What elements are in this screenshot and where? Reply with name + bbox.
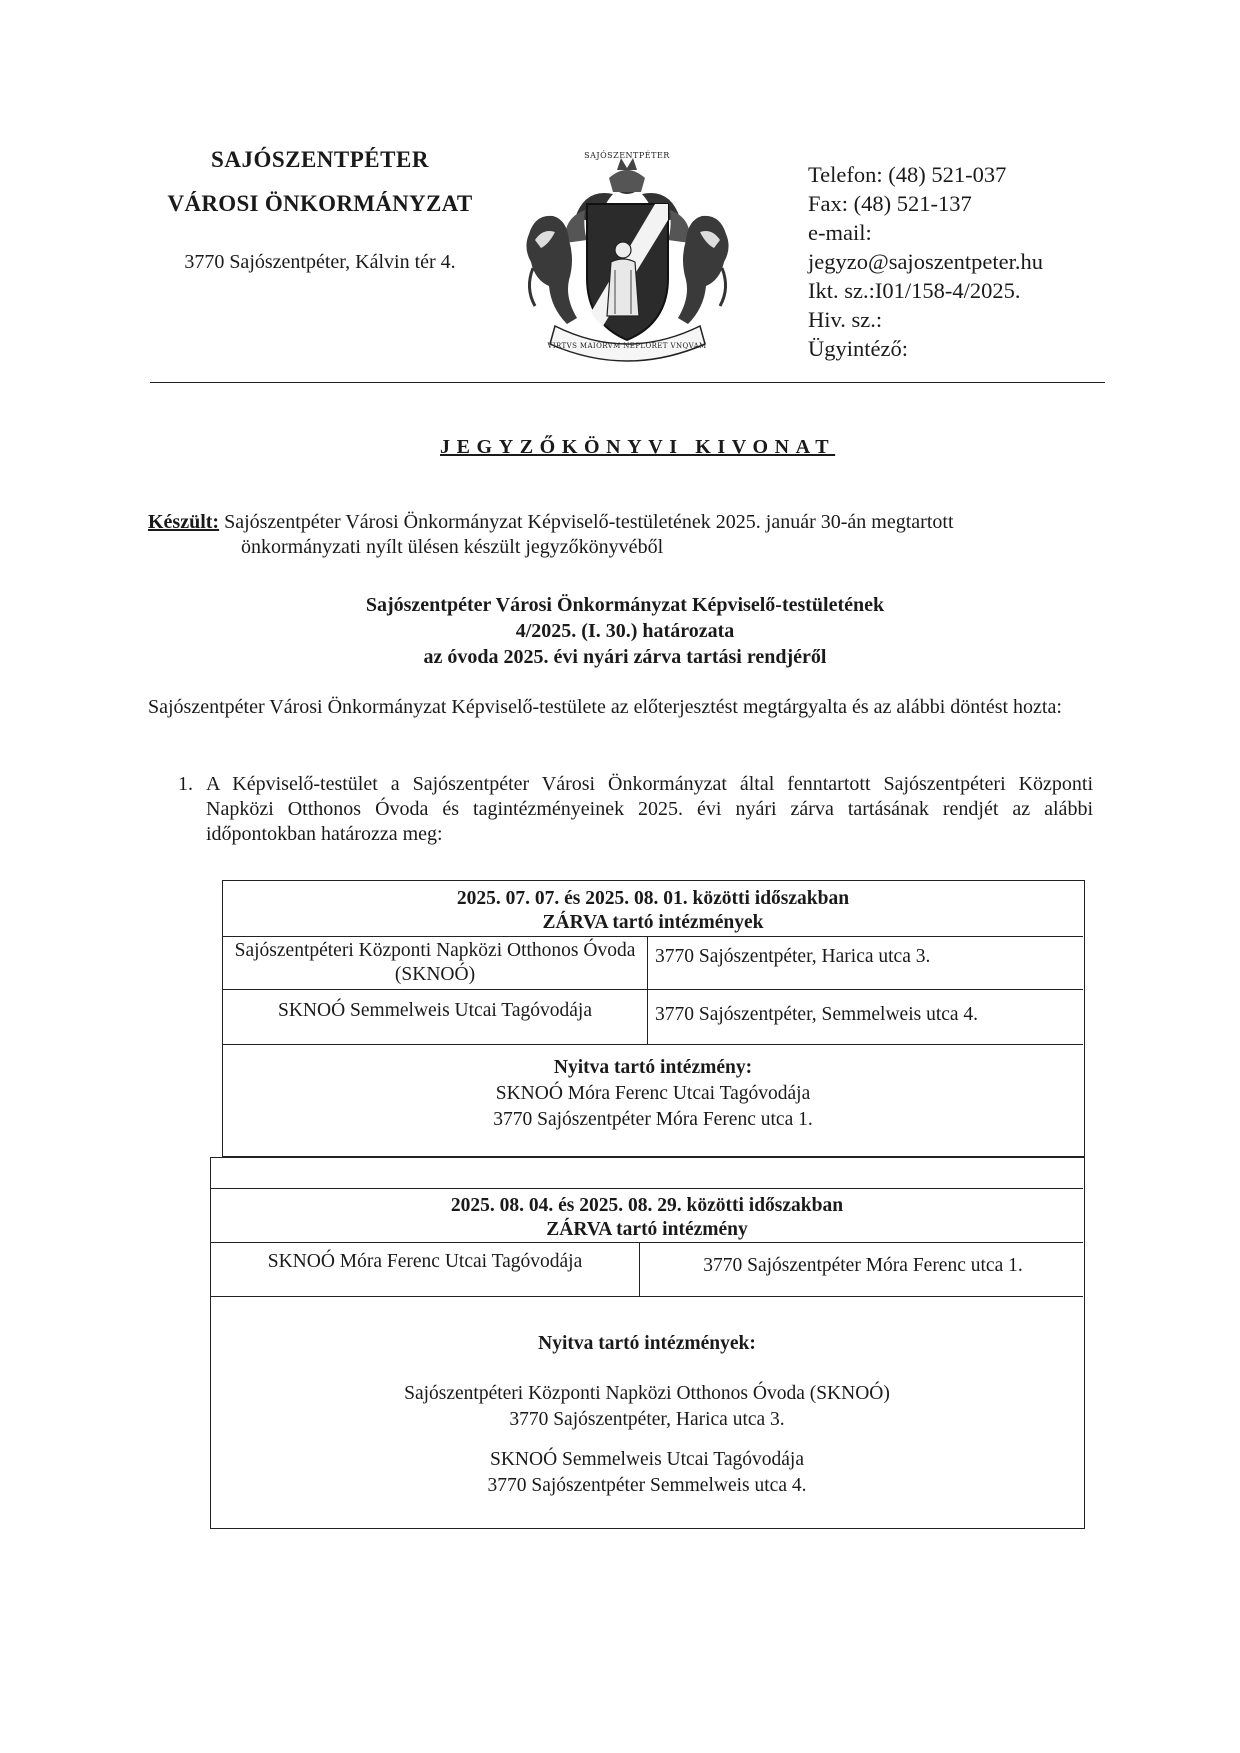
made-text-line2: önkormányzati nyílt ülésen készült jegyzőkönyvéből: [241, 536, 664, 558]
period1-heading-line1: 2025. 07. 07. és 2025. 08. 01. közötti időszakban: [456, 888, 850, 909]
period1-heading-line2: ZÁRVA tartó intézmények: [542, 912, 764, 933]
period2-open-line1: Sajószentpéteri Központi Napközi Otthonos Óvoda (SKNOÓ): [404, 1383, 890, 1404]
period1-closed-address-1: 3770 Sajószentpéter, Harica utca 3.: [655, 946, 931, 967]
period2-open-line2: 3770 Sajószentpéter, Harica utca 3.: [509, 1409, 785, 1430]
file-number: Ikt. sz.:I01/158-4/2025.: [808, 278, 1021, 303]
org-block: [140, 145, 500, 274]
schedule-table-period2: [210, 1157, 1085, 1529]
period1-open-heading: Nyitva tartó intézmény:: [553, 1057, 753, 1078]
phone-line: Telefon: (48) 521-037: [808, 162, 1007, 187]
made-paragraph: [148, 510, 1098, 560]
reference-number: Hiv. sz.:: [808, 307, 883, 332]
list-item-text: A Képviselő-testület a Sajószentpéter Városi Önkormányzat által fenntartott Sajószentpéteri Központi Napközi Otthonos Óvoda és tagintézményeinek 2025. évi nyári zárva tartásának rendjét az alábbi időpontokban határozza meg:: [206, 773, 1093, 845]
intro-paragraph: Sajószentpéter Városi Önkormányzat Képviselő-testülete az előterjesztést megtárgyalta és az alábbi döntést hozta:: [148, 696, 1062, 718]
coat-of-arms-seal: [505, 148, 750, 366]
made-text-line1: Sajószentpéter Városi Önkormányzat Képviselő-testületének 2025. január 30-án megtartott: [224, 511, 954, 533]
period2-heading-line1: 2025. 08. 04. és 2025. 08. 29. közötti időszakban: [450, 1195, 844, 1216]
resolution-title-line3: az óvoda 2025. évi nyári zárva tartási rendjéről: [423, 646, 827, 668]
period2-open-line3: SKNOÓ Semmelweis Utcai Tagóvodája: [489, 1449, 804, 1470]
list-item-number: 1.: [178, 773, 193, 795]
svg-text:VIRTVS MAIORVM NEPLORET VNQVAM: VIRTVS MAIORVM NEPLORET VNQVAM: [547, 342, 707, 350]
fax-line: Fax: (48) 521-137: [808, 191, 972, 216]
document-title: JEGYZŐKÖNYVI KIVONAT: [440, 436, 836, 458]
resolution-title-line1: Sajószentpéter Városi Önkormányzat Képviselő-testületének: [365, 594, 885, 616]
period2-open-line4: 3770 Sajószentpéter Semmelweis utca 4.: [487, 1475, 807, 1496]
period2-heading-line2: ZÁRVA tartó intézmény: [546, 1219, 748, 1240]
period1-closed-address-2: 3770 Sajószentpéter, Semmelweis utca 4.: [655, 1004, 979, 1025]
schedule-table-period1: [222, 880, 1085, 1157]
org-name-line1: SAJÓSZENTPÉTER: [211, 147, 429, 172]
org-name-line2: VÁROSI ÖNKORMÁNYZAT: [167, 191, 473, 216]
resolution-title: [150, 592, 1100, 670]
case-officer: Ügyintéző:: [808, 336, 908, 361]
org-address: 3770 Sajószentpéter, Kálvin tér 4.: [184, 251, 456, 273]
email-address: jegyzo@sajoszentpeter.hu: [808, 249, 1044, 274]
period2-closed-name-1: SKNOÓ Móra Ferenc Utcai Tagóvodája: [267, 1251, 583, 1272]
period1-open-line1: SKNOÓ Móra Ferenc Utcai Tagóvodája: [495, 1083, 811, 1104]
period1-open-line2: 3770 Sajószentpéter Móra Ferenc utca 1.: [493, 1109, 813, 1130]
period1-closed-name-1: Sajószentpéteri Központi Napközi Otthonos Óvoda (SKNOÓ): [234, 940, 636, 985]
period2-closed-address-1: 3770 Sajószentpéter Móra Ferenc utca 1.: [703, 1255, 1023, 1276]
contact-block: [808, 160, 1043, 363]
made-label: Készült:: [148, 511, 220, 533]
resolution-title-line2: 4/2025. (I. 30.) határozata: [515, 620, 735, 642]
email-label: e-mail:: [808, 220, 872, 245]
period2-open-heading: Nyitva tartó intézmények:: [538, 1333, 756, 1354]
header-divider: [150, 382, 1105, 383]
period1-closed-name-2: SKNOÓ Semmelweis Utcai Tagóvodája: [277, 1000, 592, 1021]
svg-text:SAJÓSZENTPÉTER: SAJÓSZENTPÉTER: [584, 151, 670, 160]
